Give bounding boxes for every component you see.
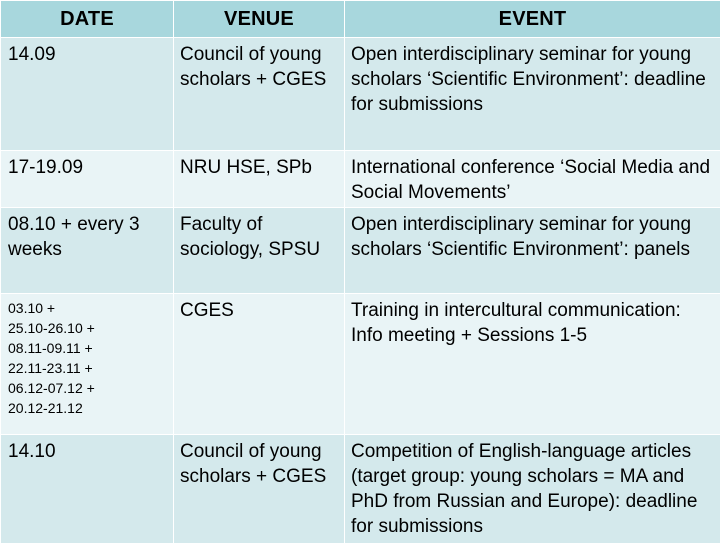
event-cell: Open interdisciplinary seminar for young scholars ‘Scientific Environment’: panels	[345, 208, 720, 294]
event-cell: Open interdisciplinary seminar for young scholars ‘Scientific Environment’: deadline for submissions	[345, 38, 720, 151]
event-header: EVENT	[345, 1, 720, 38]
table-row	[1, 294, 720, 435]
table-row	[1, 435, 720, 544]
date-line: 06.12-07.12 +	[8, 378, 167, 398]
event-cell: International conference ‘Social Media and Social Movements’	[345, 151, 720, 208]
date-line: 20.12-21.12	[8, 398, 167, 418]
event-cell: Competition of English-language articles (target group: young scholars = MA and PhD from Russian and Europe): deadline for submissions	[345, 435, 720, 544]
date-list	[8, 298, 167, 418]
date-cell: 17-19.09	[1, 151, 174, 208]
venue-cell: NRU HSE, SPb	[174, 151, 345, 208]
table-row	[1, 38, 720, 151]
venue-cell: Faculty of sociology, SPSU	[174, 208, 345, 294]
date-header: DATE	[1, 1, 174, 38]
table-row	[1, 208, 720, 294]
venue-cell: Council of young scholars + CGES	[174, 38, 345, 151]
table-row	[1, 151, 720, 208]
date-line: 03.10 +	[8, 298, 167, 318]
date-cell: 14.10	[1, 435, 174, 544]
date-cell	[1, 294, 174, 435]
header-row	[1, 1, 720, 38]
event-cell: Training in intercultural communication: Info meeting + Sessions 1-5	[345, 294, 720, 435]
venue-header: VENUE	[174, 1, 345, 38]
date-line: 22.11-23.11 +	[8, 358, 167, 378]
date-line: 08.11-09.11 +	[8, 338, 167, 358]
date-line: 25.10-26.10 +	[8, 318, 167, 338]
date-cell: 08.10 + every 3 weeks	[1, 208, 174, 294]
venue-cell: Council of young scholars + CGES	[174, 435, 345, 544]
date-cell: 14.09	[1, 38, 174, 151]
venue-cell: CGES	[174, 294, 345, 435]
